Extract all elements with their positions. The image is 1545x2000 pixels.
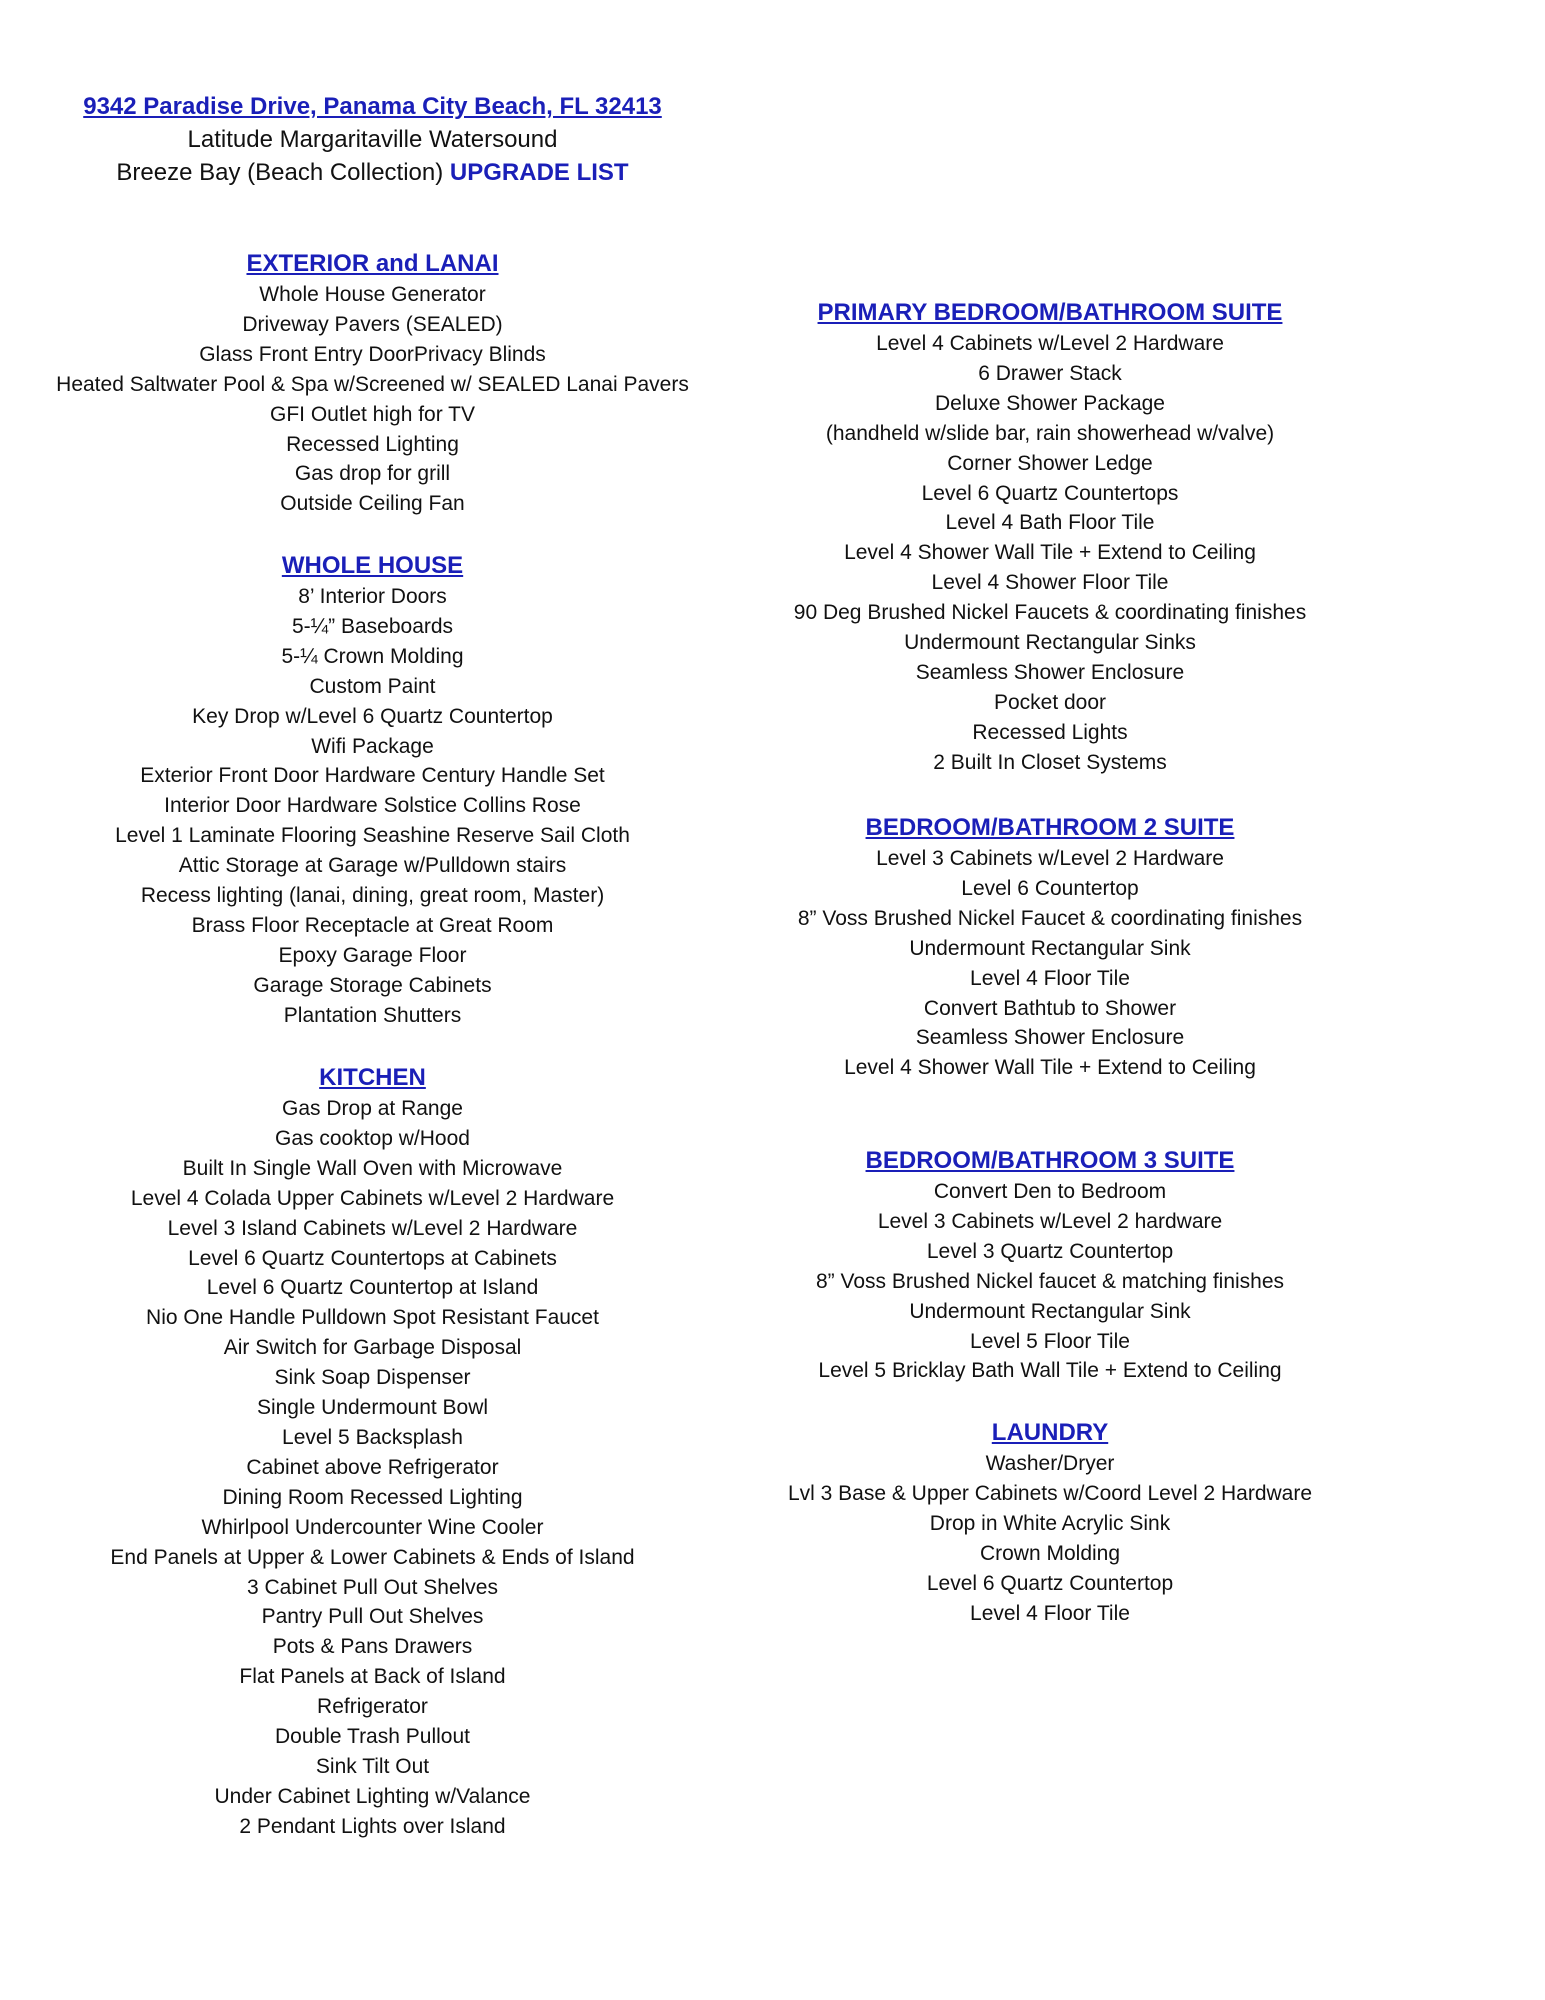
list-item: Level 4 Cabinets w/Level 2 Hardware xyxy=(876,332,1224,355)
section-bedroom-2-suite xyxy=(755,812,1345,1083)
list-item: Level 6 Quartz Countertop at Island xyxy=(206,1276,539,1300)
list-item: Level 5 Bricklay Bath Wall Tile + Extend to Ceiling xyxy=(818,1359,1282,1383)
list-item: Built In Single Wall Oven with Microwave xyxy=(182,1156,563,1180)
list-item: Air Switch for Garbage Disposal xyxy=(223,1336,522,1360)
list-item: Plantation Shutters xyxy=(283,1003,462,1027)
list-item: Key Drop w/Level 6 Quartz Countertop xyxy=(192,704,553,728)
list-item: Whole House Generator xyxy=(259,283,486,306)
item-list xyxy=(755,1449,1345,1628)
section-title: BEDROOM/BATHROOM 2 SUITE xyxy=(865,814,1235,841)
list-item: GFI Outlet high for TV xyxy=(269,402,476,426)
section-primary-suite xyxy=(755,297,1345,778)
list-item: Level 4 Shower Wall Tile + Extend to Ceiling xyxy=(844,1056,1256,1080)
list-item: Undermount Rectangular Sink xyxy=(909,936,1191,960)
item-list xyxy=(755,1177,1345,1386)
list-item: Level 4 Floor Tile xyxy=(970,966,1130,990)
list-item: Recessed Lighting xyxy=(286,432,459,456)
list-item: Wifi Package xyxy=(311,734,434,758)
list-item: Heated Saltwater Pool & Spa w/Screened w/ SEALED Lanai Pavers xyxy=(56,372,689,396)
section-title: KITCHEN xyxy=(319,1064,426,1091)
model-line xyxy=(25,156,720,189)
list-item: Drop in White Acrylic Sink xyxy=(929,1511,1171,1535)
list-item: Sink Soap Dispenser xyxy=(274,1366,471,1390)
list-item: Level 4 Bath Floor Tile xyxy=(945,511,1155,535)
list-item: Seamless Shower Enclosure xyxy=(915,1026,1185,1050)
list-item: Interior Door Hardware Solstice Collins Rose xyxy=(164,794,581,818)
list-item: Level 3 Quartz Countertop xyxy=(926,1239,1174,1263)
list-item: Dining Room Recessed Lighting xyxy=(222,1485,523,1509)
section-kitchen xyxy=(25,1062,720,1842)
list-item: 3 Cabinet Pull Out Shelves xyxy=(247,1575,498,1599)
item-list xyxy=(755,329,1345,778)
item-list xyxy=(25,280,720,519)
list-title: UPGRADE LIST xyxy=(449,159,629,186)
section-title: BEDROOM/BATHROOM 3 SUITE xyxy=(865,1147,1235,1174)
list-item: Level 4 Shower Wall Tile + Extend to Ceiling xyxy=(844,541,1256,565)
list-item: Under Cabinet Lighting w/Valance xyxy=(214,1784,531,1808)
list-item: Undermount Rectangular Sink xyxy=(909,1299,1191,1323)
list-item: 8’ Interior Doors xyxy=(298,585,447,608)
list-item: Corner Shower Ledge xyxy=(947,451,1153,475)
list-item: Epoxy Garage Floor xyxy=(278,943,467,967)
list-item: Level 6 Countertop xyxy=(961,876,1139,900)
list-item: Pocket door xyxy=(993,690,1107,714)
list-item: Flat Panels at Back of Island xyxy=(239,1665,506,1689)
item-list xyxy=(25,582,720,1031)
list-item: Crown Molding xyxy=(979,1541,1121,1565)
list-item: Recess lighting (lanai, dining, great room, Master) xyxy=(140,884,605,908)
list-item: 2 Pendant Lights over Island xyxy=(239,1814,506,1838)
list-item: Refrigerator xyxy=(317,1695,428,1719)
list-item: Cabinet above Refrigerator xyxy=(246,1455,499,1479)
list-item: Attic Storage at Garage w/Pulldown stairs xyxy=(178,854,567,878)
section-laundry xyxy=(755,1417,1345,1628)
section-title: PRIMARY BEDROOM/BATHROOM SUITE xyxy=(817,299,1283,326)
list-item: Exterior Front Door Hardware Century Handle Set xyxy=(140,764,605,788)
list-item: 2 Built In Closet Systems xyxy=(933,750,1167,774)
list-item: Single Undermount Bowl xyxy=(256,1396,489,1420)
section-title: LAUNDRY xyxy=(991,1419,1109,1446)
list-item: Level 1 Laminate Flooring Seashine Reserve Sail Cloth xyxy=(115,824,630,848)
list-item: Gas Drop at Range xyxy=(282,1097,463,1120)
list-item: Level 3 Cabinets w/Level 2 Hardware xyxy=(876,847,1224,870)
list-item: Level 4 Floor Tile xyxy=(970,1601,1130,1625)
list-item: Pantry Pull Out Shelves xyxy=(261,1605,484,1629)
list-item: Level 4 Shower Floor Tile xyxy=(931,571,1169,595)
list-item: Sink Tilt Out xyxy=(315,1754,430,1778)
section-exterior-lanai xyxy=(25,248,720,519)
list-item: Convert Bathtub to Shower xyxy=(923,996,1177,1020)
list-item: Convert Den to Bedroom xyxy=(933,1180,1167,1203)
list-item: Lvl 3 Base & Upper Cabinets w/Coord Level 2 Hardware xyxy=(787,1481,1313,1505)
list-item: End Panels at Upper & Lower Cabinets & Ends of Island xyxy=(110,1545,635,1569)
list-item: Deluxe Shower Package xyxy=(935,391,1165,415)
list-item: Recessed Lights xyxy=(972,720,1128,744)
list-item: Level 6 Quartz Countertop xyxy=(926,1571,1174,1595)
list-item: Whirlpool Undercounter Wine Cooler xyxy=(201,1515,544,1539)
list-item: Driveway Pavers (SEALED) xyxy=(242,312,503,336)
list-item: 8” Voss Brushed Nickel Faucet & coordinating finishes xyxy=(797,906,1303,930)
list-item: Garage Storage Cabinets xyxy=(253,973,492,997)
property-address: 9342 Paradise Drive, Panama City Beach, FL 32413 xyxy=(83,93,662,120)
list-item: Level 6 Quartz Countertops xyxy=(921,481,1179,505)
section-whole-house xyxy=(25,550,720,1031)
list-item: Level 3 Island Cabinets w/Level 2 Hardware xyxy=(167,1216,578,1240)
list-item: 8” Voss Brushed Nickel faucet & matching finishes xyxy=(815,1269,1285,1293)
list-item: Level 3 Cabinets w/Level 2 hardware xyxy=(877,1209,1223,1233)
list-item: Pots & Pans Drawers xyxy=(272,1635,473,1659)
list-item: (handheld w/slide bar, rain showerhead w/valve) xyxy=(825,421,1275,445)
document-header xyxy=(25,90,720,189)
list-item: Brass Floor Receptacle at Great Room xyxy=(191,913,554,937)
list-item: 6 Drawer Stack xyxy=(978,361,1122,385)
model-name: Breeze Bay (Beach Collection) xyxy=(116,159,444,186)
list-item: Outside Ceiling Fan xyxy=(280,492,465,516)
list-item: Undermount Rectangular Sinks xyxy=(904,631,1196,655)
section-bedroom-3-suite xyxy=(755,1145,1345,1386)
list-item: Glass Front Entry DoorPrivacy Blinds xyxy=(199,342,546,366)
list-item: Nio One Handle Pulldown Spot Resistant Faucet xyxy=(146,1306,599,1330)
item-list xyxy=(25,1094,720,1842)
list-item: Level 4 Colada Upper Cabinets w/Level 2 Hardware xyxy=(130,1186,615,1210)
list-item: Gas drop for grill xyxy=(294,462,451,486)
list-item: Level 5 Backsplash xyxy=(282,1425,463,1449)
list-item: Level 6 Quartz Countertops at Cabinets xyxy=(188,1246,557,1270)
list-item: Gas cooktop w/Hood xyxy=(275,1126,470,1150)
list-item: 90 Deg Brushed Nickel Faucets & coordinating finishes xyxy=(793,601,1307,625)
section-title: WHOLE HOUSE xyxy=(281,552,464,579)
list-item: Custom Paint xyxy=(309,674,436,698)
list-item: Seamless Shower Enclosure xyxy=(915,660,1185,684)
list-item: Double Trash Pullout xyxy=(275,1725,470,1749)
list-item: Washer/Dryer xyxy=(985,1452,1115,1475)
list-item: 5-¼” Baseboards xyxy=(291,614,454,638)
item-list xyxy=(755,844,1345,1083)
community-name: Latitude Margaritaville Watersound xyxy=(187,126,558,153)
list-item: Level 5 Floor Tile xyxy=(970,1329,1130,1353)
section-title: EXTERIOR and LANAI xyxy=(246,250,499,277)
list-item: 5-¼ Crown Molding xyxy=(281,644,464,668)
